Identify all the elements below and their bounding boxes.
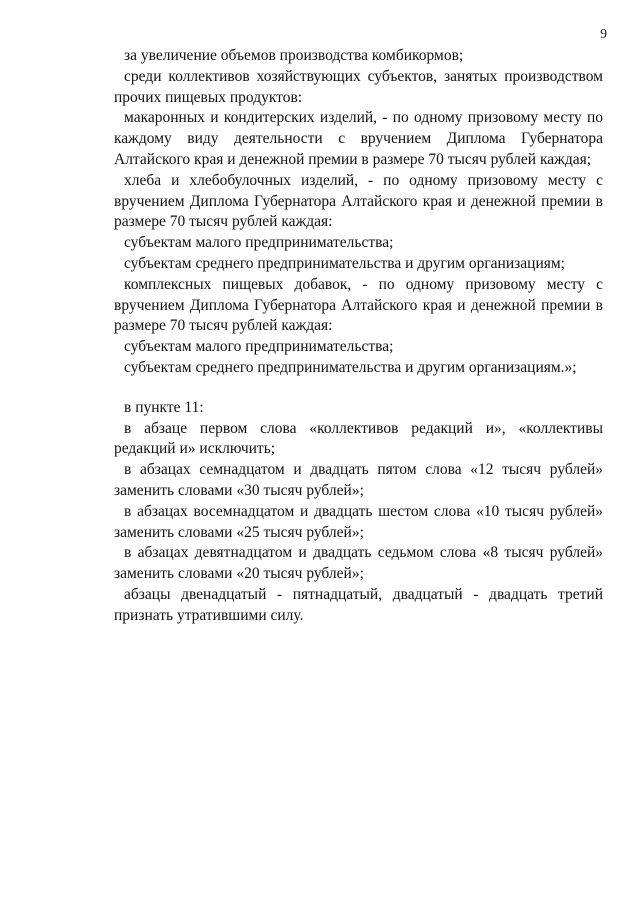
- paragraph: субъектам среднего предпринимательства и другим организациям.»;: [124, 358, 577, 376]
- paragraph: за увеличение объемов производства комбикормов;: [124, 47, 464, 64]
- paragraph-spacer: [114, 379, 603, 398]
- paragraph: в абзацах девятнадцатом и двадцать седьмом слова «8 тысяч рублей» заменить словами «20 тысяч рублей»;: [114, 544, 603, 583]
- paragraph: хлеба и хлебобулочных изделий, - по одному призовому месту с вручением Диплома Губернатора Алтайского края и денежной премии в размере 70 тысяч рублей каждая:: [114, 171, 603, 231]
- paragraph: в пункте 11:: [124, 398, 204, 416]
- page-number: 9: [600, 26, 607, 41]
- paragraph: среди коллективов хозяйствующих субъектов, занятых производством прочих пищевых продуктов:: [114, 67, 603, 106]
- paragraph: комплексных пищевых добавок, - по одному призовому месту с вручением Диплома Губернатора Алтайского края и денежной премии в размере 70 тысяч рублей каждая:: [114, 275, 603, 335]
- paragraph: в абзацах семнадцатом и двадцать пятом слова «12 тысяч рублей» заменить словами «30 тысяч рублей»;: [114, 461, 603, 499]
- paragraph: абзацы двенадцатый - пятнадцатый, двадцатый - двадцать третий признать утратившими силу.: [114, 585, 603, 624]
- document-body: [114, 46, 603, 627]
- paragraph: субъектам малого предпринимательства;: [124, 234, 394, 252]
- paragraph: макаронных и кондитерских изделий, - по одному призовому месту по каждому виду деятельности с вручением Диплома Губернатора Алтайского края и денежной премии в размере 70 тысяч рублей каждая;: [114, 109, 603, 168]
- paragraph: субъектам малого предпринимательства;: [124, 338, 394, 356]
- paragraph: субъектам среднего предпринимательства и другим организациям;: [124, 254, 565, 272]
- paragraph: в абзаце первом слова «коллективов редакций и», «коллективы редакций и» исключить;: [114, 419, 603, 458]
- paragraph: в абзацах восемнадцатом и двадцать шестом слова «10 тысяч рублей» заменить словами «25 тысяч рублей»;: [114, 502, 603, 541]
